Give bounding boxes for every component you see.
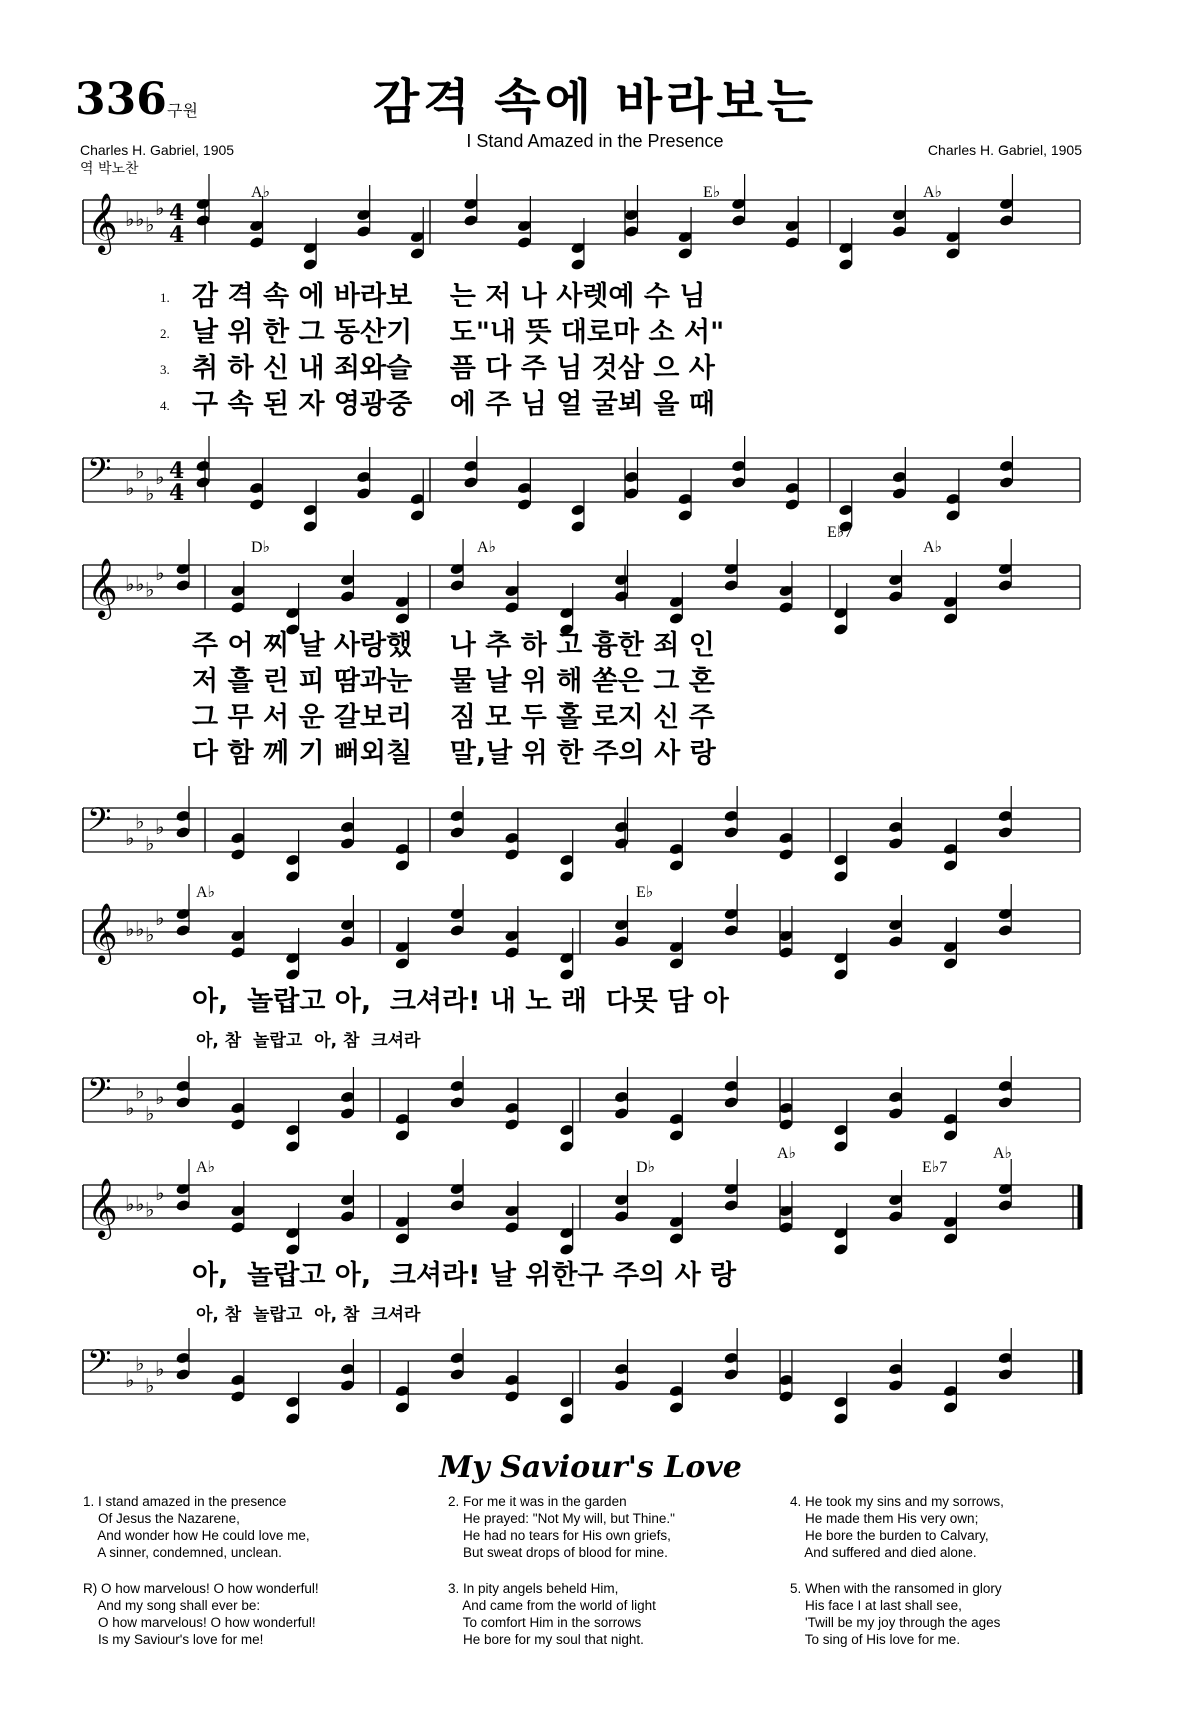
notehead-icon <box>285 1395 300 1408</box>
notehead-icon <box>723 1079 738 1092</box>
flat-sign-icon: ♭ <box>155 1085 165 1109</box>
notehead-icon <box>285 870 300 883</box>
notehead-icon <box>249 236 264 249</box>
notehead-icon <box>302 520 317 533</box>
refrain-lyric-main: 아, 놀랍고 아, 크셔라! 날 위한구 주의 사 랑 <box>192 1260 737 1291</box>
notehead-icon <box>833 1140 848 1153</box>
notehead-icon <box>570 503 585 516</box>
flat-sign-icon: ♭ <box>155 1181 165 1205</box>
flat-sign-icon: ♭ <box>125 572 135 596</box>
notehead-icon <box>356 487 371 500</box>
system-1-treble-staff <box>0 190 1181 260</box>
notehead-icon <box>356 225 371 238</box>
notehead-icon <box>395 1232 410 1245</box>
notehead-icon <box>249 481 264 494</box>
chord-symbol: A♭ <box>477 539 497 556</box>
notehead-icon <box>340 820 355 833</box>
system-3-treble-staff <box>0 900 1181 970</box>
flat-sign-icon: ♭ <box>125 1192 135 1216</box>
notehead-icon <box>449 1096 464 1109</box>
treble-clef-icon: 𝄞 <box>87 558 118 618</box>
notehead-icon <box>998 809 1013 822</box>
flat-sign-icon: ♭ <box>135 459 145 484</box>
notehead-icon <box>943 859 958 872</box>
notehead-icon <box>669 1112 684 1125</box>
notehead-icon <box>559 1395 574 1408</box>
notehead-icon <box>998 579 1013 592</box>
time-signature-bottom: 4 <box>169 222 185 248</box>
flat-sign-icon: ♭ <box>125 917 135 941</box>
lyric-line: 주 어 찌 날 사랑했 나 추 하 고 흉한 죄 인 <box>192 630 715 661</box>
notehead-icon <box>195 214 210 227</box>
notehead-icon <box>892 470 907 483</box>
english-stanza-5: 5. When with the ransomed in glory His face I at last shall see, 'Twill be my joy through the ages To sing of His love for me. <box>790 1581 1002 1647</box>
notehead-icon <box>624 225 639 238</box>
notehead-icon <box>833 870 848 883</box>
notehead-icon <box>943 1232 958 1245</box>
notehead-icon <box>175 1368 190 1381</box>
notehead-icon <box>395 612 410 625</box>
flat-sign-icon: ♭ <box>135 1192 145 1216</box>
notehead-icon <box>559 1123 574 1136</box>
system-1-bass-staff <box>0 448 1181 518</box>
notehead-icon <box>285 1243 300 1256</box>
system-4-bass-staff <box>0 1340 1181 1410</box>
verse-number: 2. <box>160 326 170 341</box>
notehead-icon <box>785 498 800 511</box>
lyric-line: 구 속 된 자 영광중 에 주 님 얼 굴뵈 올 때 <box>192 389 715 420</box>
notehead-icon <box>517 481 532 494</box>
notehead-icon <box>356 470 371 483</box>
notehead-icon <box>195 459 210 472</box>
flat-sign-icon: ♭ <box>145 1101 155 1126</box>
notehead-icon <box>999 459 1014 472</box>
flat-sign-icon: ♭ <box>135 917 145 941</box>
notehead-icon <box>230 848 245 861</box>
notehead-icon <box>230 601 245 614</box>
notehead-icon <box>395 859 410 872</box>
notehead-icon <box>998 1368 1013 1381</box>
notehead-icon <box>888 1090 903 1103</box>
notehead-icon <box>731 459 746 472</box>
notehead-icon <box>504 1221 519 1234</box>
notehead-icon <box>723 924 738 937</box>
chord-symbol: D♭ <box>251 539 271 556</box>
notehead-icon <box>340 1362 355 1375</box>
lyric-line: 날 위 한 그 동산기 도"내 뜻 대로마 소 서" <box>192 317 725 348</box>
notehead-icon <box>230 1390 245 1403</box>
notehead-icon <box>340 590 355 603</box>
notehead-icon <box>943 1129 958 1142</box>
system-3-bass-staff <box>0 1068 1181 1138</box>
lyric-line: 감 격 속 에 바라보 는 저 나 사렛예 수 님 <box>192 281 706 312</box>
notehead-icon <box>723 1368 738 1381</box>
english-stanza-1: 1. I stand amazed in the presence Of Jesus the Nazarene, And wonder how He could love me, A sinner, condemned, unclean. <box>83 1494 310 1560</box>
notehead-icon <box>395 1401 410 1414</box>
notehead-icon <box>833 1243 848 1256</box>
notehead-icon <box>449 924 464 937</box>
translator-credit: 역 박노찬 <box>80 161 139 177</box>
notehead-icon <box>669 1401 684 1414</box>
flat-sign-icon: ♭ <box>135 207 145 231</box>
notehead-icon <box>888 590 903 603</box>
chord-symbol: A♭ <box>196 884 216 901</box>
notehead-icon <box>998 924 1013 937</box>
chord-symbol: A♭ <box>923 539 943 556</box>
flat-sign-icon: ♭ <box>135 1351 145 1376</box>
lyric-line: 취 하 신 내 죄와슬 픔 다 주 님 것삼 으 사 <box>192 353 715 384</box>
notehead-icon <box>285 1140 300 1153</box>
flat-sign-icon: ♭ <box>145 922 155 947</box>
notehead-icon <box>998 1096 1013 1109</box>
notehead-icon <box>449 809 464 822</box>
notehead-icon <box>677 247 692 260</box>
notehead-icon <box>249 498 264 511</box>
notehead-icon <box>785 481 800 494</box>
notehead-icon <box>230 1373 245 1386</box>
lyric-line: 저 흘 린 피 땀과눈 물 날 위 해 쏟은 그 혼 <box>192 666 715 697</box>
flat-sign-icon: ♭ <box>145 831 155 856</box>
notehead-icon <box>395 957 410 970</box>
notehead-icon <box>410 247 425 260</box>
notehead-icon <box>559 1243 574 1256</box>
time-signature-top: 4 <box>169 458 185 484</box>
notehead-icon <box>614 935 629 948</box>
refrain-lyric-echo: 아, 참 놀랍고 아, 참 크셔라 <box>196 1305 421 1325</box>
notehead-icon <box>888 935 903 948</box>
bass-clef-icon: 𝄢 <box>87 451 112 495</box>
notehead-icon <box>504 1118 519 1131</box>
notehead-icon <box>677 492 692 505</box>
notehead-icon <box>614 820 629 833</box>
flat-sign-icon: ♭ <box>135 572 145 596</box>
notehead-icon <box>285 1412 300 1425</box>
flat-sign-icon: ♭ <box>125 1096 135 1120</box>
notehead-icon <box>838 503 853 516</box>
notehead-icon <box>195 476 210 489</box>
notehead-icon <box>778 831 793 844</box>
notehead-icon <box>559 853 574 866</box>
notehead-icon <box>833 968 848 981</box>
notehead-icon <box>517 236 532 249</box>
notehead-icon <box>669 859 684 872</box>
flat-sign-icon: ♭ <box>145 481 155 506</box>
notehead-icon <box>833 1395 848 1408</box>
time-signature-bottom: 4 <box>169 480 185 506</box>
chord-symbol: E♭ <box>636 884 654 901</box>
flat-sign-icon: ♭ <box>125 476 135 500</box>
notehead-icon <box>449 1079 464 1092</box>
flat-sign-icon: ♭ <box>125 1368 135 1392</box>
chord-symbol: A♭ <box>993 1145 1013 1162</box>
english-refrain: R) O how marvelous! O how wonderful! And my song shall ever be: O how marvelous! O how wonderful! Is my Saviour's love for me! <box>83 1581 319 1647</box>
notehead-icon <box>892 225 907 238</box>
notehead-icon <box>504 601 519 614</box>
flat-sign-icon: ♭ <box>125 826 135 850</box>
flat-sign-icon: ♭ <box>155 196 165 220</box>
notehead-icon <box>833 853 848 866</box>
refrain-lyric-main: 아, 놀랍고 아, 크셔라! 내 노 래 다못 담 아 <box>192 986 729 1017</box>
notehead-icon <box>669 1384 684 1397</box>
notehead-icon <box>230 1221 245 1234</box>
composer-credit-right: Charles H. Gabriel, 1905 <box>927 142 1082 158</box>
chord-symbol: A♭ <box>251 184 271 201</box>
composer-credit-left: Charles H. Gabriel, 1905 <box>80 142 235 158</box>
notehead-icon <box>999 214 1014 227</box>
chord-symbol: A♭ <box>923 184 943 201</box>
notehead-icon <box>449 1199 464 1212</box>
notehead-icon <box>945 247 960 260</box>
verse-number: 3. <box>160 362 170 377</box>
flat-sign-icon: ♭ <box>155 815 165 839</box>
notehead-icon <box>285 968 300 981</box>
notehead-icon <box>731 214 746 227</box>
notehead-icon <box>175 1096 190 1109</box>
flat-sign-icon: ♭ <box>145 1373 155 1398</box>
notehead-icon <box>943 612 958 625</box>
notehead-icon <box>892 487 907 500</box>
notehead-icon <box>517 498 532 511</box>
notehead-icon <box>723 1096 738 1109</box>
notehead-icon <box>504 946 519 959</box>
notehead-icon <box>570 520 585 533</box>
notehead-icon <box>998 1079 1013 1092</box>
notehead-icon <box>230 831 245 844</box>
notehead-icon <box>463 214 478 227</box>
notehead-icon <box>559 870 574 883</box>
notehead-icon <box>463 476 478 489</box>
notehead-icon <box>559 968 574 981</box>
verse-block-2 <box>192 630 716 770</box>
verse-number: 4. <box>160 398 170 413</box>
treble-clef-icon: 𝄞 <box>87 193 118 253</box>
notehead-icon <box>285 853 300 866</box>
notehead-icon <box>669 612 684 625</box>
bass-clef-icon: 𝄢 <box>87 801 112 845</box>
notehead-icon <box>614 1379 629 1392</box>
notehead-icon <box>888 1107 903 1120</box>
refrain-lyric-echo: 아, 참 놀랍고 아, 참 크셔라 <box>196 1031 421 1051</box>
chord-symbol: E♭7 <box>827 524 853 541</box>
notehead-icon <box>785 236 800 249</box>
system-2-treble-staff <box>0 555 1181 625</box>
notehead-icon <box>614 1107 629 1120</box>
notehead-icon <box>614 837 629 850</box>
notehead-icon <box>998 826 1013 839</box>
notehead-icon <box>943 842 958 855</box>
notehead-icon <box>230 1118 245 1131</box>
notehead-icon <box>731 476 746 489</box>
notehead-icon <box>504 848 519 861</box>
notehead-icon <box>570 258 585 271</box>
notehead-icon <box>998 1199 1013 1212</box>
system-4-treble-staff <box>0 1175 1181 1245</box>
hymn-title-english: I Stand Amazed in the Presence <box>466 131 724 151</box>
notehead-icon <box>669 957 684 970</box>
notehead-icon <box>285 1123 300 1136</box>
notehead-icon <box>998 1351 1013 1364</box>
notehead-icon <box>614 1362 629 1375</box>
notehead-icon <box>340 935 355 948</box>
notehead-icon <box>999 476 1014 489</box>
notehead-icon <box>504 1390 519 1403</box>
time-signature-top: 4 <box>169 200 185 226</box>
notehead-icon <box>175 1199 190 1212</box>
chord-symbol: E♭7 <box>922 1159 948 1176</box>
notehead-icon <box>175 826 190 839</box>
notehead-icon <box>504 1373 519 1386</box>
notehead-icon <box>614 1210 629 1223</box>
notehead-icon <box>723 826 738 839</box>
notehead-icon <box>395 842 410 855</box>
notehead-icon <box>340 1090 355 1103</box>
flat-sign-icon: ♭ <box>155 906 165 930</box>
notehead-icon <box>449 1351 464 1364</box>
notehead-icon <box>463 459 478 472</box>
notehead-icon <box>943 1112 958 1125</box>
notehead-icon <box>340 1379 355 1392</box>
notehead-icon <box>175 1079 190 1092</box>
notehead-icon <box>833 1412 848 1425</box>
notehead-icon <box>833 1123 848 1136</box>
bass-clef-icon: 𝄢 <box>87 1343 112 1387</box>
notehead-icon <box>302 503 317 516</box>
flat-sign-icon: ♭ <box>145 212 155 237</box>
notehead-icon <box>340 837 355 850</box>
english-stanza-4: 4. He took my sins and my sorrows, He made them His very own; He bore the burden to Calvary, And suffered and died alone. <box>790 1494 1004 1560</box>
treble-clef-icon: 𝄞 <box>87 1178 118 1238</box>
notehead-icon <box>723 1351 738 1364</box>
notehead-icon <box>943 1384 958 1397</box>
notehead-icon <box>340 1210 355 1223</box>
flat-sign-icon: ♭ <box>135 809 145 834</box>
notehead-icon <box>669 842 684 855</box>
chord-symbol: A♭ <box>777 1145 797 1162</box>
notehead-icon <box>302 258 317 271</box>
notehead-icon <box>449 1368 464 1381</box>
notehead-icon <box>778 848 793 861</box>
notehead-icon <box>449 826 464 839</box>
notehead-icon <box>943 1401 958 1414</box>
notehead-icon <box>778 601 793 614</box>
notehead-icon <box>838 258 853 271</box>
chord-symbol: D♭ <box>636 1159 656 1176</box>
treble-clef-icon: 𝄞 <box>87 903 118 963</box>
notehead-icon <box>395 1384 410 1397</box>
notehead-icon <box>230 946 245 959</box>
english-stanza-2: 2. For me it was in the garden He prayed: "Not My will, but Thine." He had no tears for His own griefs, But sweat drops of blood for mine. <box>448 1494 675 1560</box>
notehead-icon <box>559 1140 574 1153</box>
notehead-icon <box>410 509 425 522</box>
notehead-icon <box>175 1351 190 1364</box>
notehead-icon <box>888 1210 903 1223</box>
system-2-bass-staff <box>0 798 1181 868</box>
flat-sign-icon: ♭ <box>155 561 165 585</box>
notehead-icon <box>395 1112 410 1125</box>
flat-sign-icon: ♭ <box>125 207 135 231</box>
flat-sign-icon: ♭ <box>135 1079 145 1104</box>
notehead-icon <box>614 590 629 603</box>
bass-clef-icon: 𝄢 <box>87 1071 112 1115</box>
notehead-icon <box>945 509 960 522</box>
notehead-icon <box>888 820 903 833</box>
notehead-icon <box>449 579 464 592</box>
flat-sign-icon: ♭ <box>155 1357 165 1381</box>
notehead-icon <box>669 1129 684 1142</box>
english-stanza-3: 3. In pity angels beheld Him, And came from the world of light To comfort Him in the sorrows He bore for my soul that night. <box>448 1581 656 1647</box>
notehead-icon <box>410 492 425 505</box>
notehead-icon <box>340 1107 355 1120</box>
notehead-icon <box>230 1101 245 1114</box>
notehead-icon <box>833 623 848 636</box>
notehead-icon <box>723 809 738 822</box>
lyric-line: 다 함 께 기 뻐외칠 말,날 위 한 주의 사 랑 <box>192 738 716 769</box>
notehead-icon <box>677 509 692 522</box>
notehead-icon <box>175 809 190 822</box>
verse-number: 1. <box>160 290 170 305</box>
notehead-icon <box>504 1101 519 1114</box>
notehead-icon <box>175 924 190 937</box>
notehead-icon <box>624 487 639 500</box>
lyric-line: 그 무 서 운 갈보리 짐 모 두 홀 로지 신 주 <box>192 702 715 733</box>
notehead-icon <box>723 579 738 592</box>
notehead-icon <box>723 1199 738 1212</box>
notehead-icon <box>504 831 519 844</box>
notehead-icon <box>559 1412 574 1425</box>
hymn-title-korean: 감격 속에 바라보는 <box>372 74 818 130</box>
notehead-icon <box>945 492 960 505</box>
notehead-icon <box>395 1129 410 1142</box>
notehead-icon <box>888 1379 903 1392</box>
hymn-category: 구원 <box>167 101 198 120</box>
notehead-icon <box>888 837 903 850</box>
notehead-icon <box>614 1090 629 1103</box>
flat-sign-icon: ♭ <box>145 577 155 602</box>
english-heading: My Saviour's Love <box>439 1450 742 1485</box>
flat-sign-icon: ♭ <box>155 465 165 489</box>
notehead-icon <box>943 957 958 970</box>
notehead-icon <box>624 470 639 483</box>
notehead-icon <box>175 579 190 592</box>
hymn-number: 336 <box>75 74 167 125</box>
chord-symbol: E♭ <box>703 184 721 201</box>
flat-sign-icon: ♭ <box>145 1197 155 1222</box>
chord-symbol: A♭ <box>196 1159 216 1176</box>
notehead-icon <box>669 1232 684 1245</box>
notehead-icon <box>888 1362 903 1375</box>
